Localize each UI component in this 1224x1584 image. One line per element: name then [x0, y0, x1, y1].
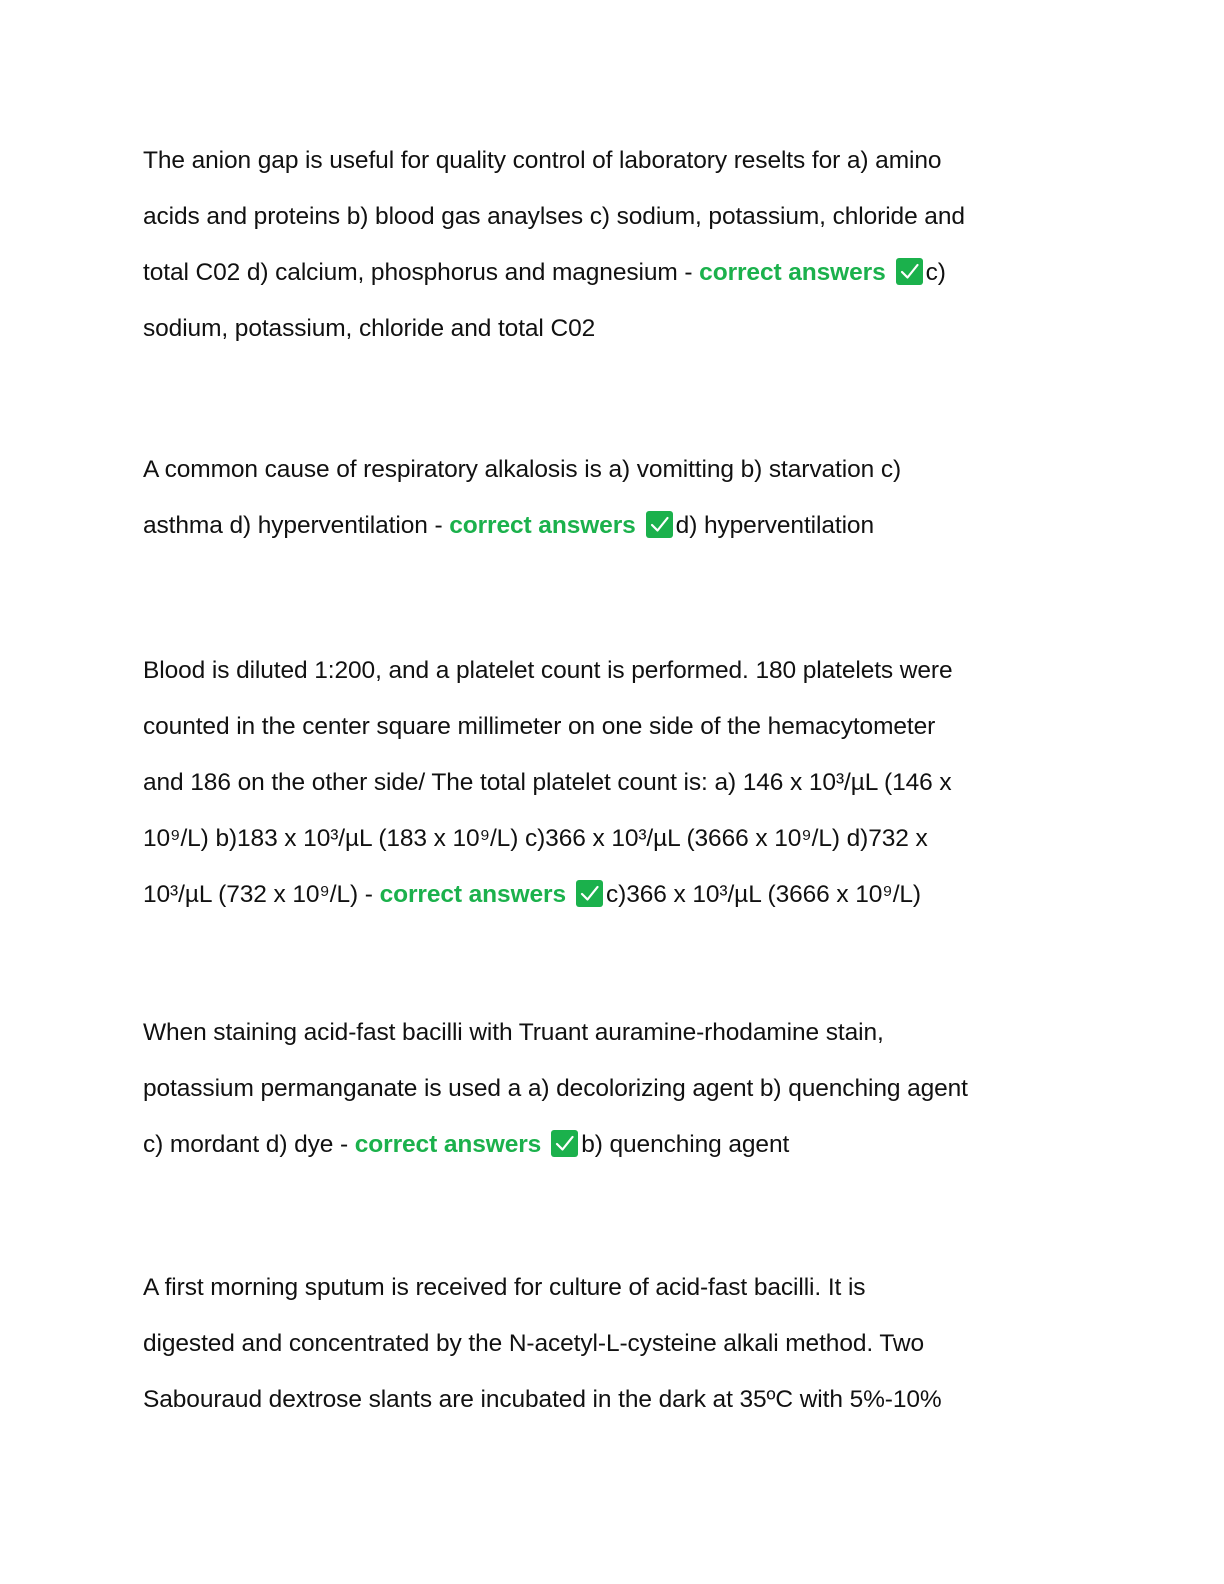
answer-line [143, 1117, 1083, 1173]
check-mark-button-icon [576, 880, 603, 907]
correct-answers-label: correct answers [354, 1131, 542, 1158]
correct-answers-label: correct answers [699, 259, 886, 286]
question-text-line: counted in the center square millimeter on one side of the hemacytometer [143, 713, 936, 740]
question-text-segment: 10³/µL (732 x 10⁹/L) - [143, 881, 380, 908]
question-text-line: When staining acid-fast bacilli with Truant auramine-rhodamine stain, [143, 1019, 884, 1046]
question-text-line: Sabouraud dextrose slants are incubated in the dark at 35ºC with 5%-10% [143, 1386, 942, 1413]
question-text-segment: total C02 d) calcium, phosphorus and magnesium - [143, 259, 700, 286]
question-block [143, 1260, 1083, 1428]
answer-text: b) quenching agent [581, 1131, 790, 1158]
question-text-line: The anion gap is useful for quality control of laboratory reselts for a) amino [143, 147, 942, 174]
answer-text: c) [925, 259, 946, 286]
check-mark-button-icon [551, 1130, 578, 1157]
correct-answers-label: correct answers [379, 881, 567, 908]
question-text-line: digested and concentrated by the N-acetyl-L-cysteine alkali method. Two [143, 1330, 924, 1357]
question-text-line: acids and proteins b) blood gas anaylses c) sodium, potassium, chloride and [143, 203, 965, 230]
answer-line [143, 867, 1083, 923]
answer-text: c)366 x 10³/µL (3666 x 10⁹/L) [606, 881, 921, 908]
question-block [143, 643, 1083, 923]
question-text-line: Blood is diluted 1:200, and a platelet count is performed. 180 platelets were [143, 657, 953, 684]
question-block [143, 442, 1083, 554]
question-text-segment: c) mordant d) dye - [143, 1131, 355, 1158]
question-text-line: A first morning sputum is received for culture of acid-fast bacilli. It is [143, 1274, 866, 1301]
correct-answers-label: correct answers [449, 512, 636, 539]
answer-text-line: sodium, potassium, chloride and total C02 [143, 315, 596, 342]
check-mark-button-icon [646, 511, 673, 538]
check-mark-button-icon [896, 258, 923, 285]
answer-text: d) hyperventilation [675, 512, 874, 539]
question-text-line: 10⁹/L) b)183 x 10³/µL (183 x 10⁹/L) c)366 x 10³/µL (3666 x 10⁹/L) d)732 x [143, 825, 928, 852]
question-text-line: potassium permanganate is used a a) decolorizing agent b) quenching agent [143, 1075, 968, 1102]
question-block [143, 133, 1083, 357]
answer-line [143, 245, 1083, 301]
answer-line [143, 498, 1083, 554]
question-text-line: and 186 on the other side/ The total platelet count is: a) 146 x 10³/µL (146 x [143, 769, 952, 796]
question-text-segment: asthma d) hyperventilation - [143, 512, 450, 539]
question-block [143, 1005, 1083, 1173]
question-text-line: A common cause of respiratory alkalosis is a) vomitting b) starvation c) [143, 456, 902, 483]
